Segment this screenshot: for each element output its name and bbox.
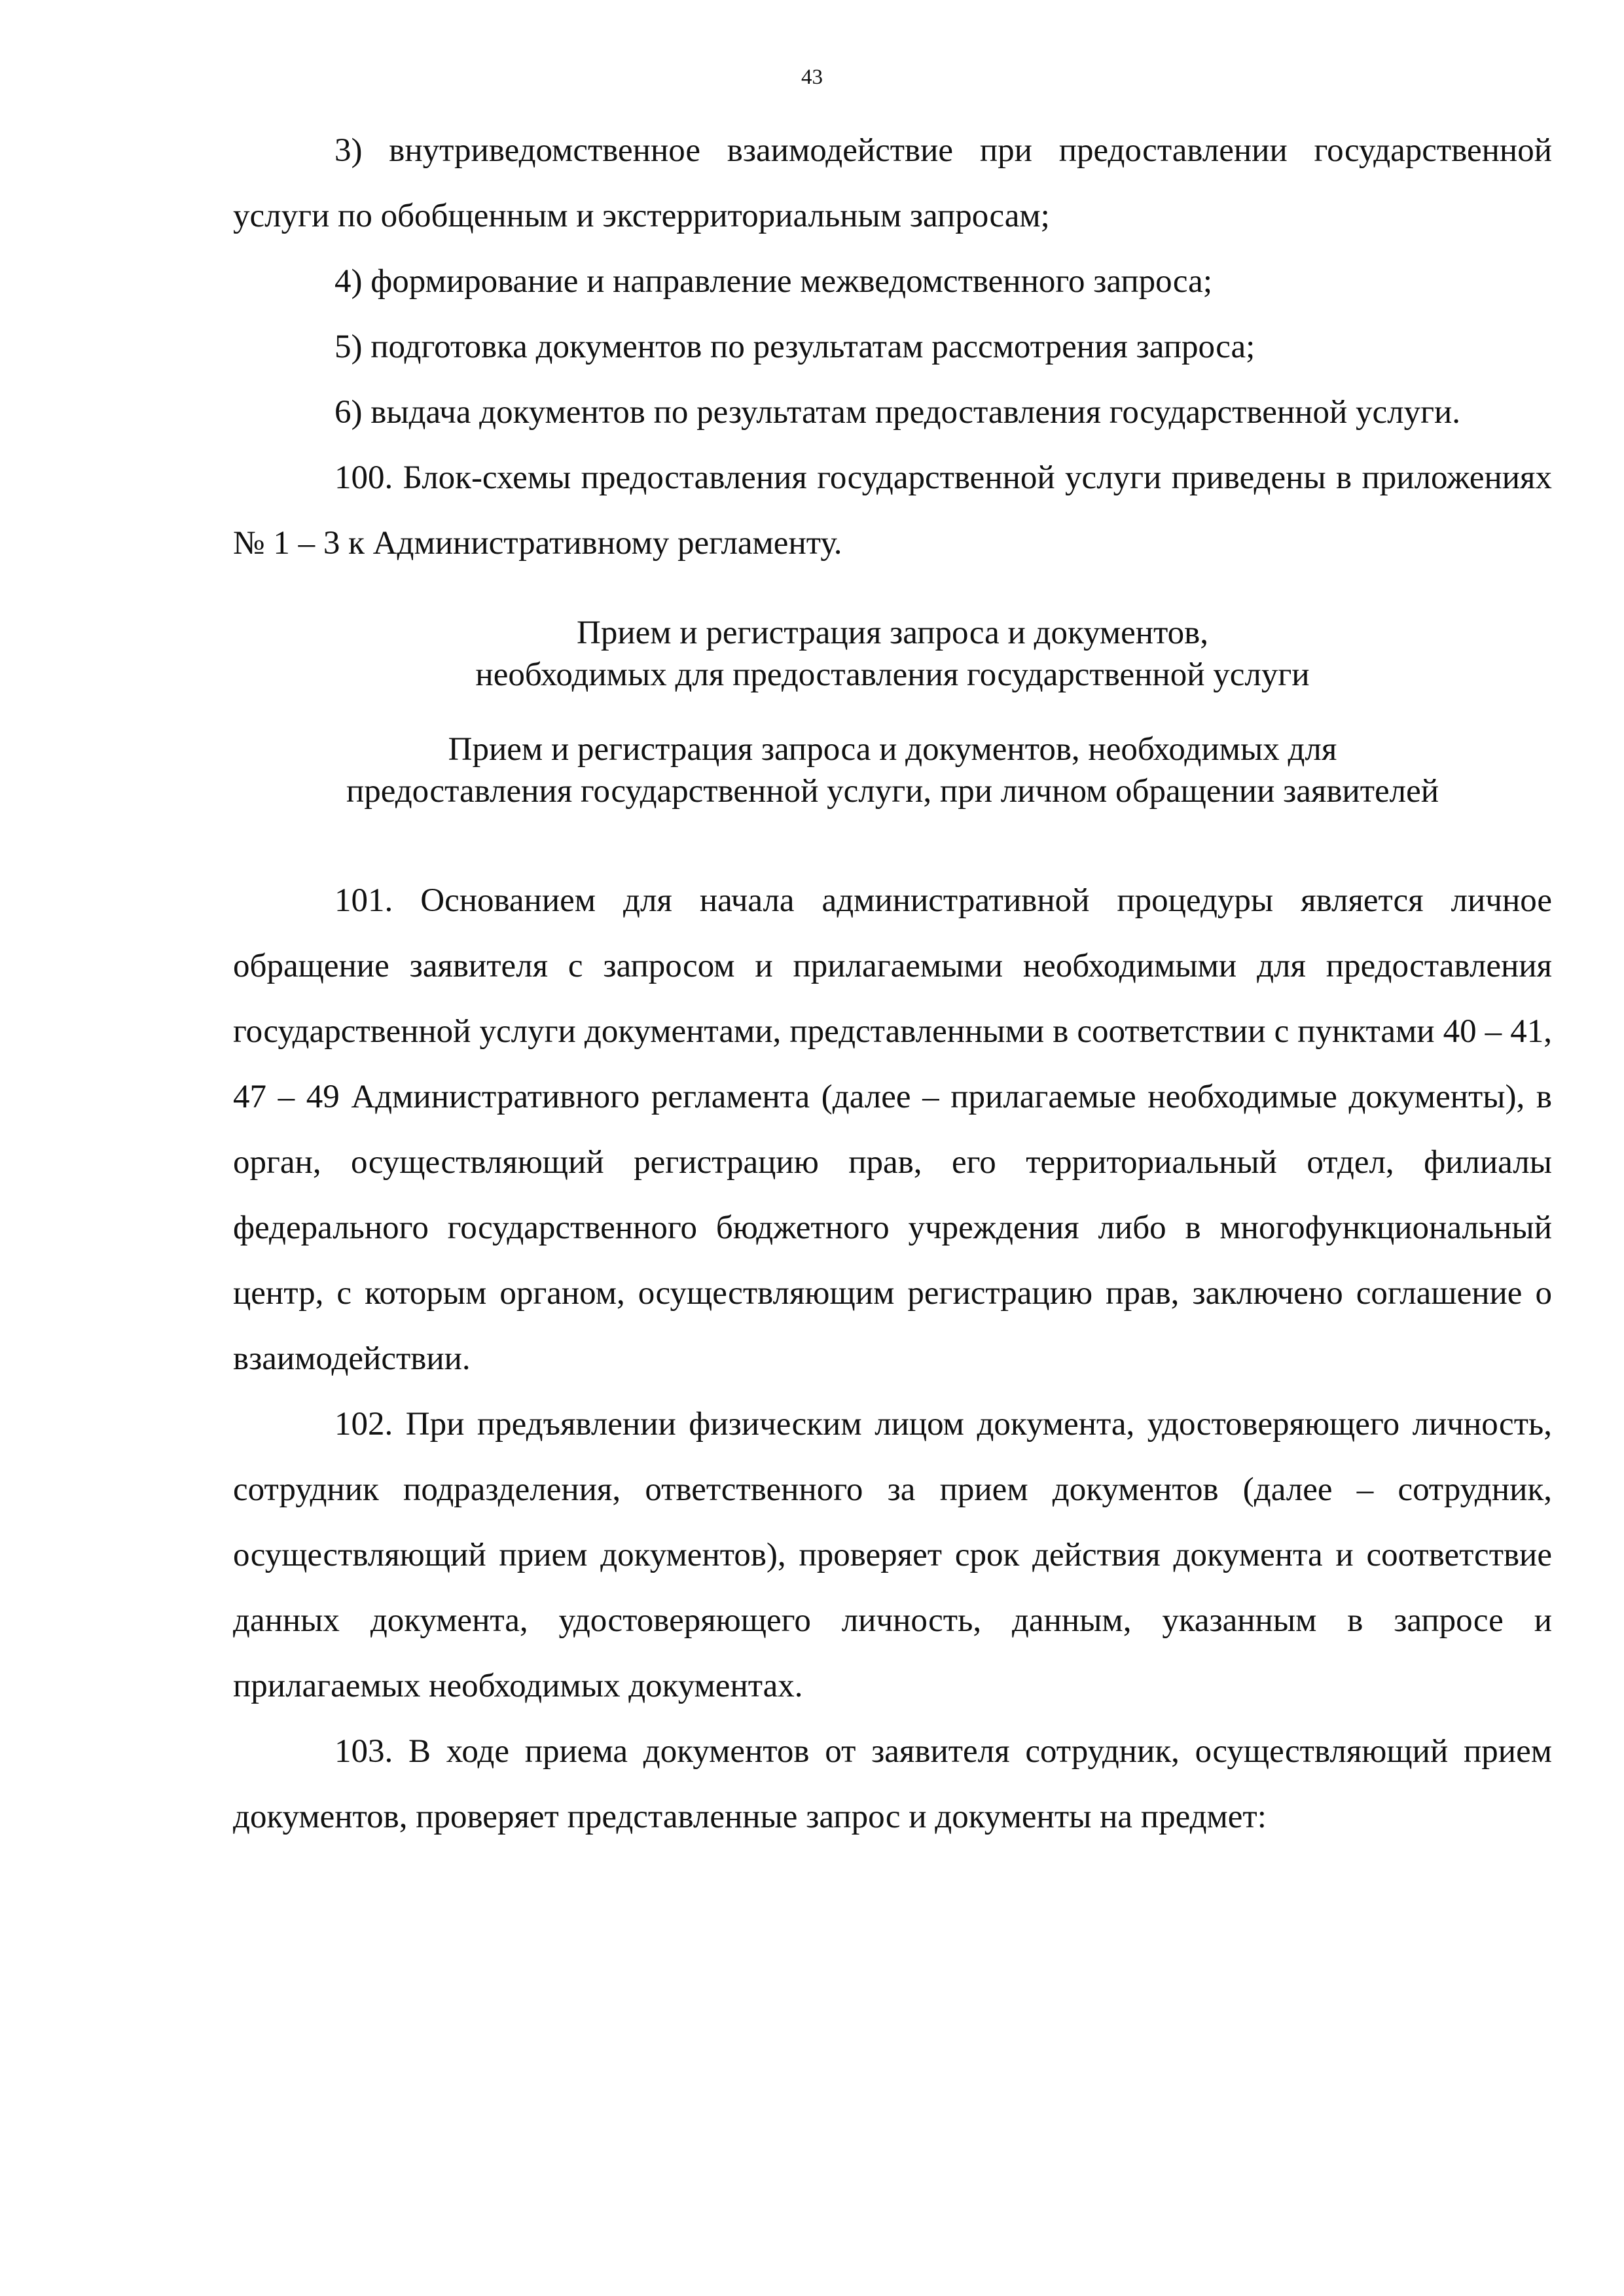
paragraph-103: 103. В ходе приема документов от заявителя сотрудник, осуществляющий прием документов, проверяет представленные запрос и документы на предмет:: [233, 1733, 1552, 1835]
list-item-4: 4) формирование и направление межведомственного запроса;: [334, 263, 1212, 300]
list-item-6: 6) выдача документов по результатам предоставления государственной услуги.: [334, 394, 1461, 431]
page-number: 43: [801, 65, 823, 89]
paragraph-102: 102. При предъявлении физическим лицом документа, удостоверяющего личность, сотрудник подразделения, ответственного за прием документов (далее – сотрудник, осуществляющий прием документов), проверяет срок действия документа и соответствие данных документа, удостоверяющего личность, данным, указанным в запросе и прилагаемых необходимых документах.: [233, 1406, 1552, 1704]
paragraph-101: 101. Основанием для начала административной процедуры является личное обращение заявителя с запросом и прилагаемыми необходимыми для предоставления государственной услуги документами, представленными в соответствии с пунктами 40 – 41, 47 – 49 Административного регламента (далее – прилагаемые необходимые документы), в орган, осуществляющий регистрацию прав, его территориальный отдел, филиалы федерального государственного бюджетного учреждения либо в многофункциональный центр, с которым органом, осуществляющим регистрацию прав, заключено соглашение о взаимодействии.: [233, 882, 1552, 1377]
list-item-3: 3) внутриведомственное взаимодействие при предоставлении государственной услуги по обобщенным и экстерриториальным запросам;: [233, 132, 1552, 234]
subsection-heading-line-1: Прием и регистрация запроса и документов, необходимых для: [448, 731, 1337, 768]
section-heading-line-1: Прием и регистрация запроса и документов,: [577, 615, 1208, 651]
paragraph-100: 100. Блок-схемы предоставления государственной услуги приведены в приложениях № 1 – 3 к Административному регламенту.: [233, 459, 1552, 562]
section-heading-line-2: необходимых для предоставления государственной услуги: [475, 656, 1310, 693]
subsection-heading-line-2: предоставления государственной услуги, при личном обращении заявителей: [346, 773, 1439, 810]
list-item-5: 5) подготовка документов по результатам рассмотрения запроса;: [334, 329, 1255, 365]
document-body: [233, 118, 1552, 1850]
section-heading: [233, 612, 1552, 696]
subsection-heading: [233, 728, 1552, 812]
